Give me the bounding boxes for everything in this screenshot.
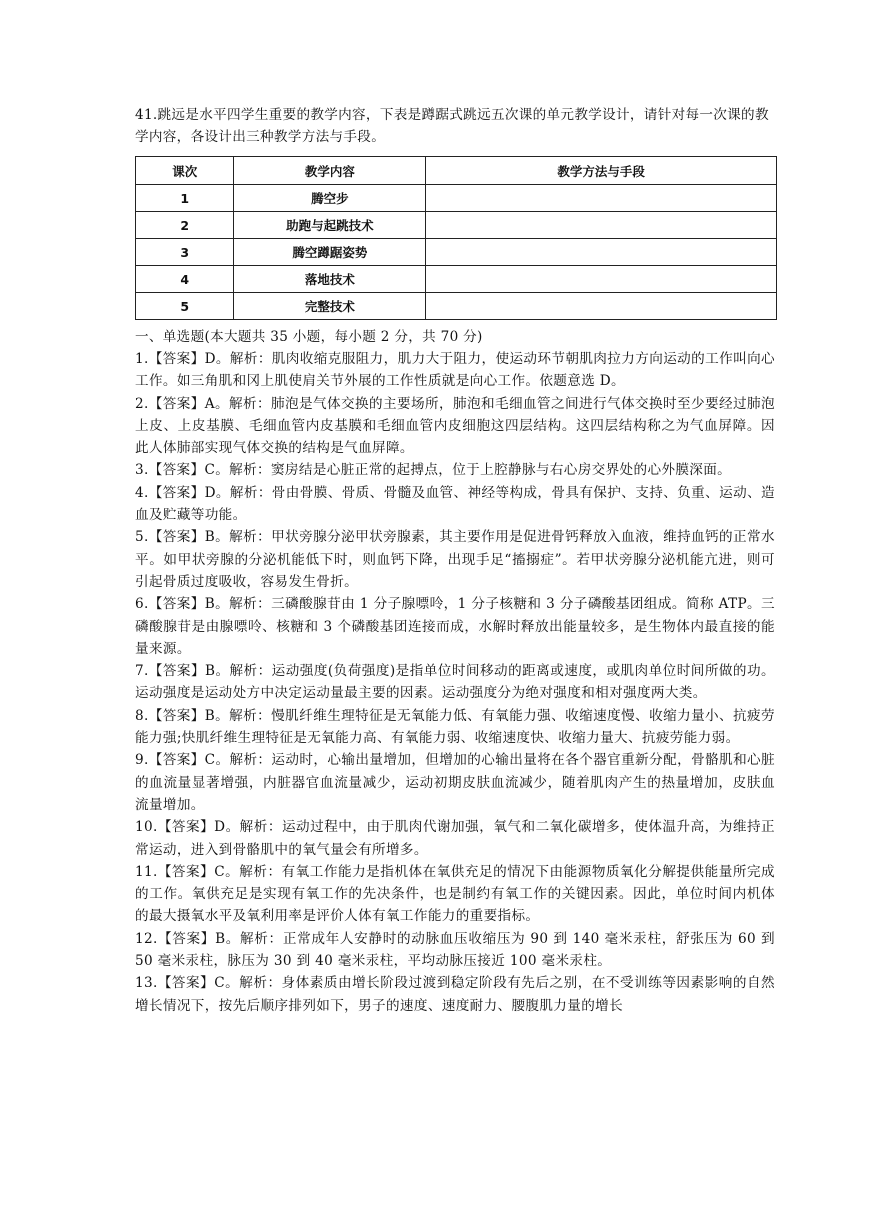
answer-item: 9.【答案】C。解析：运动时，心输出量增加，但增加的心输出量将在各个器官重新分配，骨骼肌和心脏的血流量显著增强，内脏器官血流量减少，运动初期皮肤血流减少，随着肌肉产生的热量增加，皮肤血流量增加。 [135,752,775,813]
answer-item: 12.【答案】B。解析：正常成年人安静时的动脉血压收缩压为 90 到 140 毫米汞柱，舒张压为 60 到 50 毫米汞柱，脉压为 30 到 40 毫米汞柱，平均动脉压接近 100 毫米汞柱。 [135,930,775,970]
header-content: 教学内容 [234,157,426,185]
cell-method [426,293,777,320]
cell-method [426,266,777,293]
answer-item: 11.【答案】C。解析：有氧工作能力是指机体在氧供充足的情况下由能源物质氧化分解提供能量所完成的工作。氧供充足是实现有氧工作的先决条件，也是制约有氧工作的关键因素。因此，单位时间内机体的最大摄氧水平及氧利用率是评价人体有氧工作能力的重要指标。 [135,863,775,925]
table-row [136,239,777,266]
unit-plan-table [135,156,777,320]
cell-content: 腾空蹲踞姿势 [234,239,426,266]
answer-item: 3.【答案】C。解析：窦房结是心脏正常的起搏点，位于上腔静脉与右心房交界处的心外膜深面。 [135,462,732,479]
cell-lesson: 3 [136,239,234,266]
table-row [136,293,777,320]
table-row [136,266,777,293]
answer-item: 6.【答案】B。解析：三磷酸腺苷由 1 分子腺嘌呤，1 分子核糖和 3 分子磷酸基团组成。简称 ATP。三磷酸腺苷是由腺嘌呤、核糖和 3 个磷酸基团连接而成，水解时释放出能量较多，是生物体内最直接的能量来源。 [135,596,775,657]
table-header-row [136,157,777,185]
answer-item: 5.【答案】B。解析：甲状旁腺分泌甲状旁腺素，其主要作用是促进骨钙释放入血液，维持血钙的正常水平。如甲状旁腺的分泌机能低下时，则血钙下降，出现手足“搐搦症”。若甲状旁腺分泌机能亢进，则可引起骨质过度吸收，容易发生骨折。 [135,529,775,590]
header-method: 教学方法与手段 [426,157,777,185]
table-row [136,212,777,239]
table-row [136,185,777,212]
answer-item: 7.【答案】B。解析：运动强度(负荷强度)是指单位时间移动的距离或速度，或肌肉单位时间所做的功。运动强度是运动处方中决定运动量最主要的因素。运动强度分为绝对强度和相对强度两大类。 [135,663,775,702]
answer-item: 10.【答案】D。解析：运动过程中，由于肌肉代谢加强，氧气和二氧化碳增多，使体温升高，为维持正常运动，进入到骨骼肌中的氧气量会有所增多。 [135,819,775,858]
answer-item: 2.【答案】A。解析：肺泡是气体交换的主要场所，肺泡和毛细血管之间进行气体交换时至少要经过肺泡上皮、上皮基膜、毛细血管内皮基膜和毛细血管内皮细胞这四层结构。这四层结构称之为气血屏障。因此人体肺部实现气体交换的结构是气血屏障。 [135,395,775,457]
cell-content: 完整技术 [234,293,426,320]
cell-method [426,185,777,212]
cell-content: 落地技术 [234,266,426,293]
document-page [135,104,775,1017]
answer-list [135,348,775,1017]
cell-lesson: 4 [136,266,234,293]
answer-item: 1.【答案】D。解析：肌肉收缩克服阻力，肌力大于阻力，使运动环节朝肌肉拉力方向运动的工作叫向心工作。如三角肌和冈上肌使肩关节外展的工作性质就是向心工作。依题意选 D。 [135,351,775,390]
cell-lesson: 1 [136,185,234,212]
question-41-text: 41.跳远是水平四学生重要的教学内容，下表是蹲踞式跳远五次课的单元教学设计，请针对每一次课的教学内容，各设计出三种教学方法与手段。 [135,107,769,145]
header-lesson: 课次 [136,157,234,185]
cell-method [426,239,777,266]
cell-lesson: 2 [136,212,234,239]
answer-item: 13.【答案】C。解析：身体素质由增长阶段过渡到稳定阶段有先后之别，在不受训练等因素影响的自然增长情况下，按先后顺序排列如下，男子的速度、速度耐力、腰腹肌力量的增长 [135,975,775,1014]
answer-item: 8.【答案】B。解析：慢肌纤维生理特征是无氧能力低、有氧能力强、收缩速度慢、收缩力量小、抗疲劳能力强;快肌纤维生理特征是无氧能力高、有氧能力弱、收缩速度快、收缩力量大、抗疲劳能力弱。 [135,707,775,747]
answer-item: 4.【答案】D。解析：骨由骨膜、骨质、骨髓及血管、神经等构成，骨具有保护、支持、负重、运动、造血及贮藏等功能。 [135,484,775,524]
cell-content: 助跑与起跳技术 [234,212,426,239]
cell-method [426,212,777,239]
section-heading: 一、单选题(本大题共 35 小题，每小题 2 分，共 70 分) [135,329,483,345]
cell-lesson: 5 [136,293,234,320]
cell-content: 腾空步 [234,185,426,212]
